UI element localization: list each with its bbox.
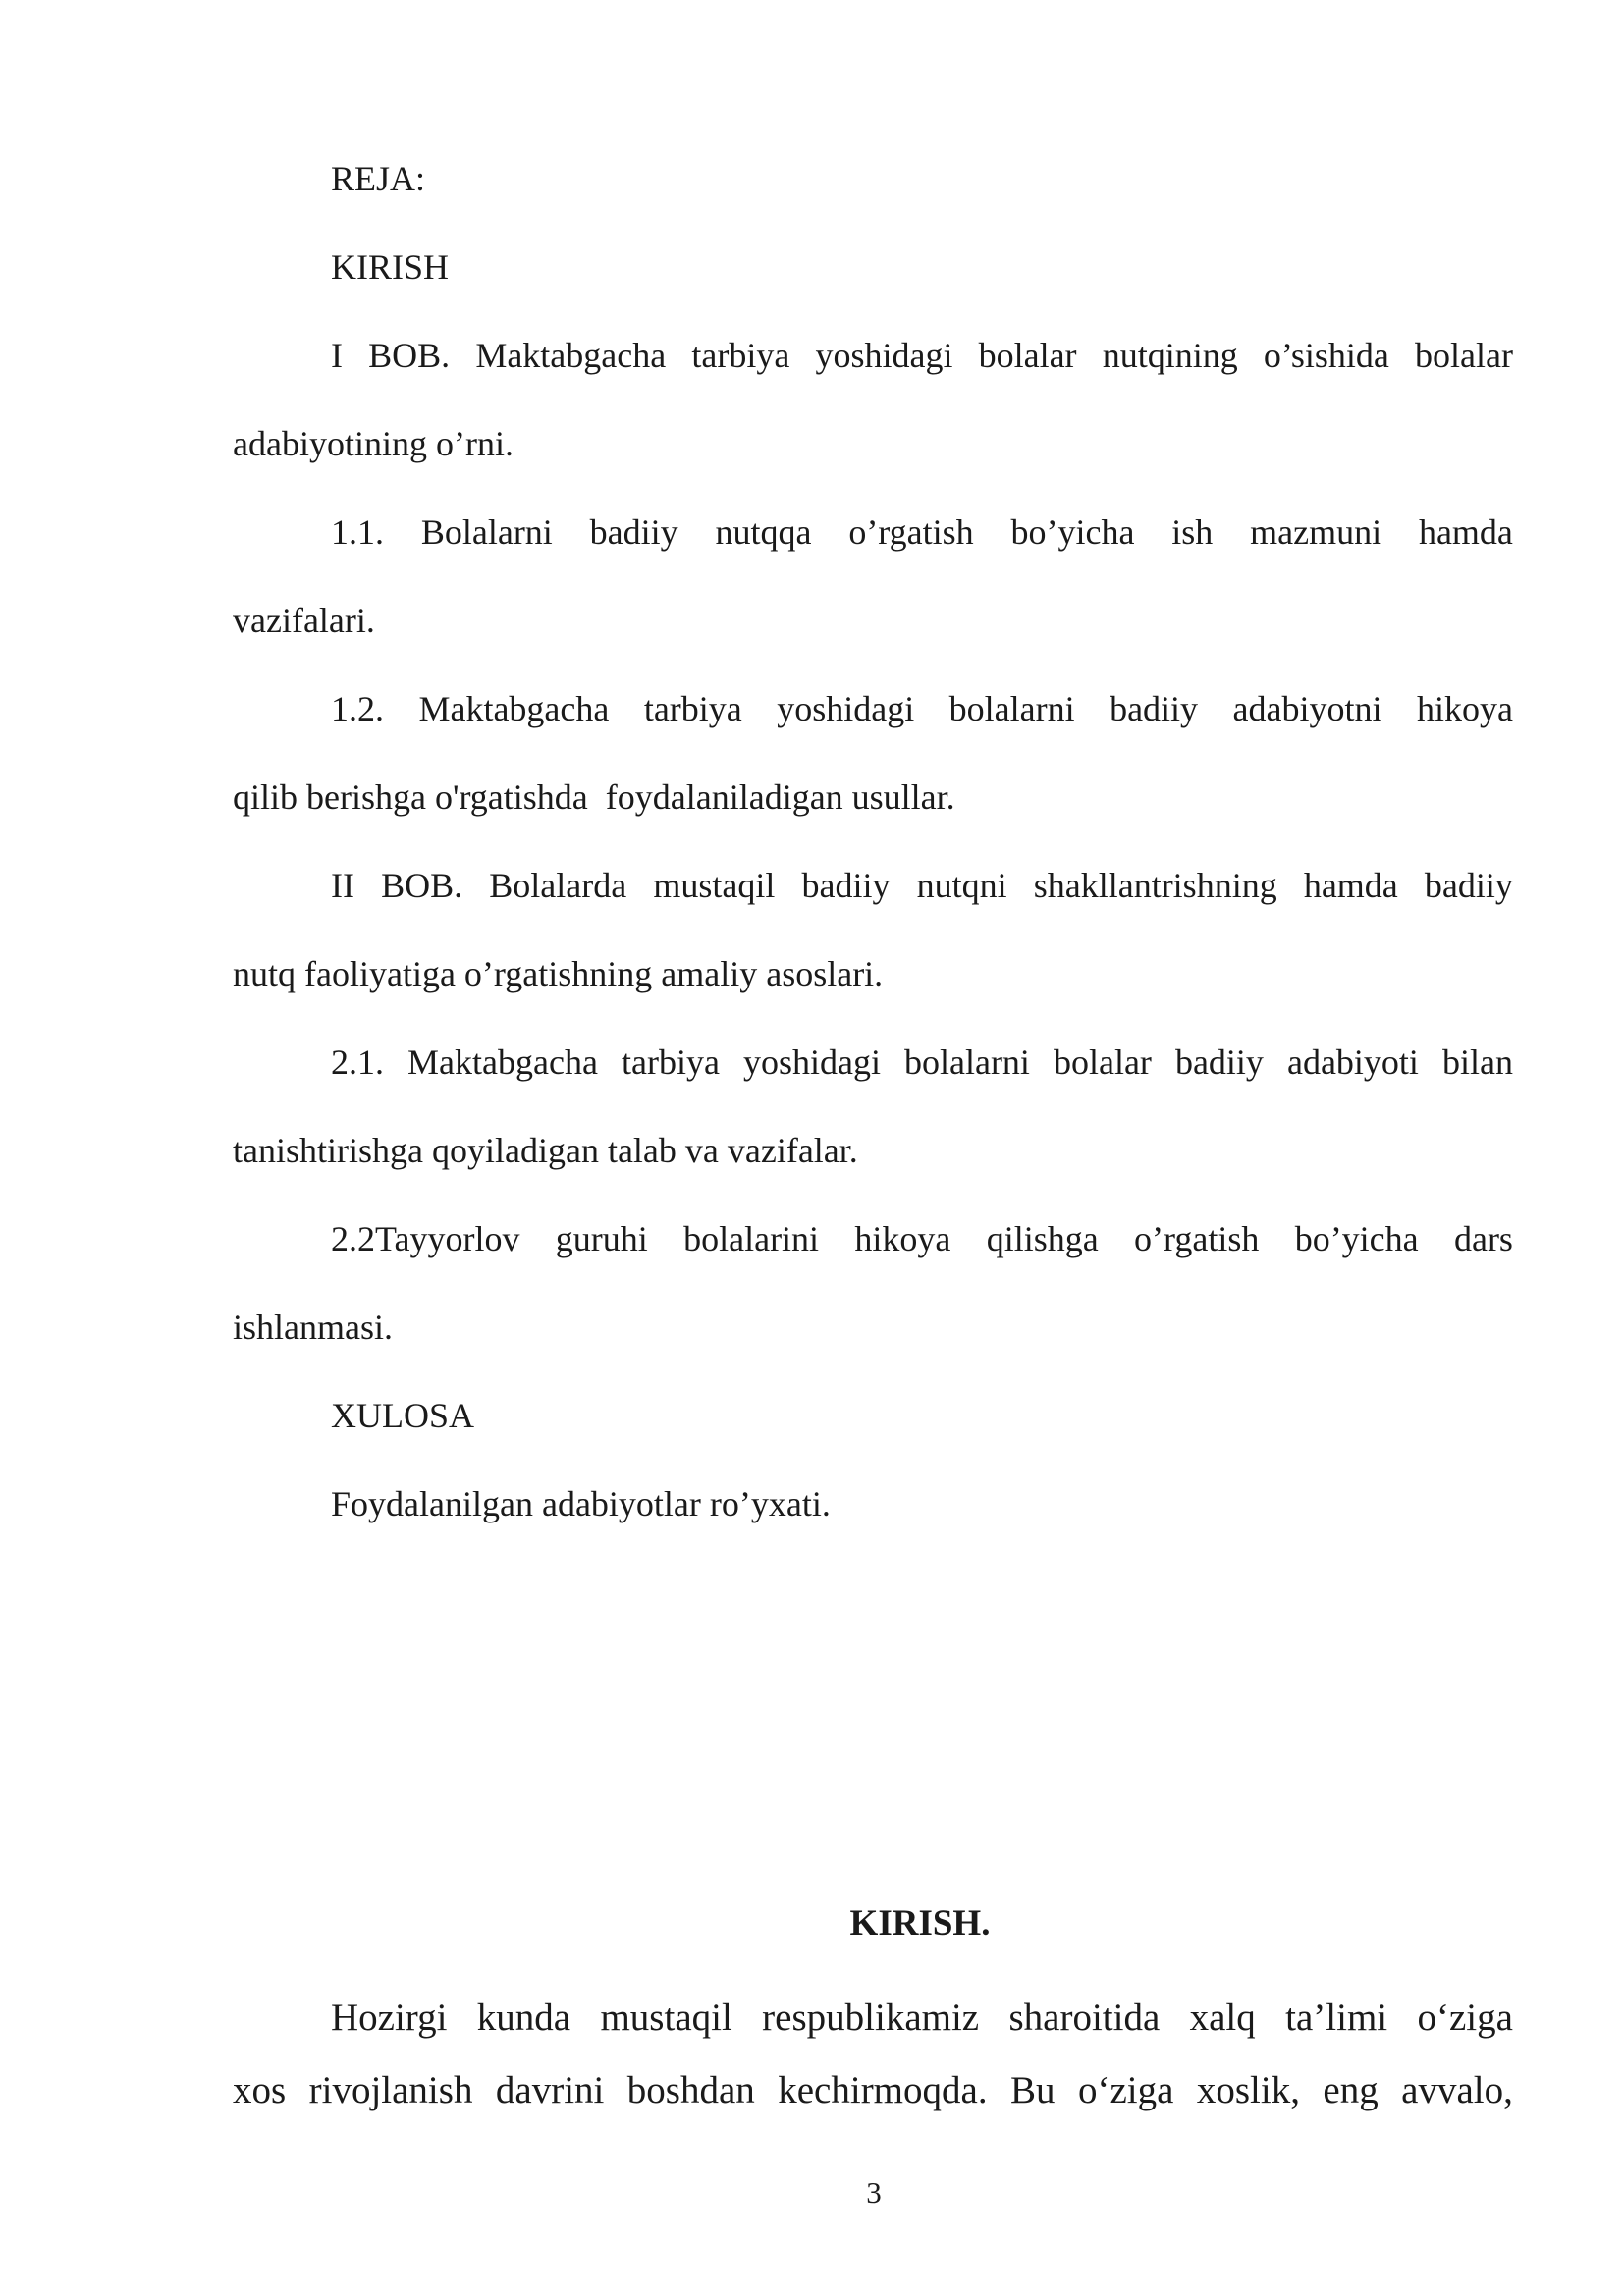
word: Bolalarni (420, 512, 553, 552)
word: Hozirgi (331, 1997, 448, 2039)
word: ta’limi (1285, 1997, 1388, 2039)
plan-section-1-2-line-1 (331, 691, 1513, 726)
word: adabiyoti (1286, 1042, 1419, 1082)
word: nutqni (916, 866, 1007, 905)
word: BOB. (368, 336, 451, 375)
word: xoslik, (1196, 2069, 1300, 2111)
word: yoshidagi (742, 1042, 881, 1082)
word: o’rgatish (1134, 1219, 1260, 1258)
word: bolalar (1053, 1042, 1152, 1082)
word: kunda (476, 1997, 571, 2039)
word: yoshidagi (777, 689, 915, 728)
word: davrini (495, 2069, 605, 2111)
word: bilan (1441, 1042, 1513, 1082)
word: bolalarni (948, 689, 1075, 728)
word: hikoya (854, 1219, 951, 1258)
word: dars (1453, 1219, 1513, 1258)
word: badiiy (1174, 1042, 1264, 1082)
word: bolalarini (683, 1219, 820, 1258)
word: adabiyotni (1232, 689, 1382, 728)
word: guruhi (555, 1219, 648, 1258)
word: bo’yicha (1294, 1219, 1419, 1258)
plan-title: REJA: (331, 159, 426, 198)
word: shakllantrishning (1033, 866, 1277, 905)
intro-paragraph-line-2 (233, 2071, 1513, 2109)
plan-item-intro: KIRISH (331, 247, 450, 287)
word: Maktabgacha (407, 1042, 598, 1082)
plan-section-1-1-line-1 (331, 514, 1513, 550)
word: mazmuni (1250, 512, 1382, 552)
plan-section-1-2-line-2: qilib berishga o'rgatishda foydalaniladigan usullar. (233, 777, 955, 817)
word: 2.1. (331, 1042, 384, 1082)
word: bolalar (978, 336, 1077, 375)
word: avvalo, (1401, 2069, 1513, 2111)
word: mustaqil (600, 1997, 732, 2039)
plan-chapter-2-line-2: nutq faoliyatiga o’rgatishning amaliy asoslari. (233, 954, 884, 993)
word: Maktabgacha (475, 336, 667, 375)
word: nutqining (1102, 336, 1238, 375)
word: sharoitida (1008, 1997, 1161, 2039)
word: qilishga (986, 1219, 1099, 1258)
word: respublikamiz (762, 1997, 980, 2039)
word: rivojlanish (308, 2069, 473, 2111)
word: kechirmoqda. (778, 2069, 988, 2111)
word: o‘ziga (1077, 2069, 1174, 2111)
word: badiiy (801, 866, 891, 905)
plan-section-1-1-line-2: vazifalari. (233, 601, 375, 640)
word: xos (233, 2069, 287, 2111)
word: tarbiya (691, 336, 790, 375)
plan-chapter-1-line-2: adabiyotining o’rni. (233, 424, 514, 463)
word: tarbiya (643, 689, 742, 728)
word: eng (1323, 2069, 1379, 2111)
word: yoshidagi (815, 336, 953, 375)
plan-section-2-2-line-1 (331, 1221, 1513, 1256)
word: o‘ziga (1417, 1997, 1513, 2039)
plan-section-2-2-line-2: ishlanmasi. (233, 1308, 393, 1347)
page-number: 3 (866, 2175, 882, 2210)
word: tarbiya (621, 1042, 720, 1082)
plan-section-2-1-line-1 (331, 1044, 1513, 1080)
plan-section-2-1-line-2: tanishtirishga qoyiladigan talab va vazifalar. (233, 1131, 858, 1170)
word: boshdan (626, 2069, 755, 2111)
word: II (331, 866, 354, 905)
intro-heading: KIRISH. (849, 1903, 991, 1944)
word: bo’yicha (1010, 512, 1135, 552)
word: xalq (1189, 1997, 1256, 2039)
word: bolalar (1415, 336, 1513, 375)
word: Bolalarda (489, 866, 627, 905)
word: Maktabgacha (418, 689, 610, 728)
word: hamda (1418, 512, 1513, 552)
word: hikoya (1416, 689, 1513, 728)
word: 2.2Tayyorlov (331, 1219, 520, 1258)
word: BOB. (381, 866, 463, 905)
word: Bu (1010, 2069, 1056, 2111)
word: nutqqa (715, 512, 812, 552)
word: badiiy (1424, 866, 1513, 905)
word: mustaqil (653, 866, 776, 905)
plan-chapter-1-line-1 (331, 338, 1513, 373)
word: o’sishida (1263, 336, 1389, 375)
word: 1.1. (331, 512, 384, 552)
word: badiiy (589, 512, 678, 552)
word: hamda (1303, 866, 1398, 905)
plan-item-conclusion: XULOSA (331, 1396, 475, 1435)
word: badiiy (1110, 689, 1199, 728)
word: I (331, 336, 343, 375)
word: ish (1171, 512, 1214, 552)
intro-paragraph-line-1 (331, 1999, 1513, 2037)
word: 1.2. (331, 689, 384, 728)
word: o’rgatish (848, 512, 974, 552)
plan-item-references: Foydalanilgan adabiyotlar ro’yxati. (331, 1484, 831, 1523)
word: bolalarni (903, 1042, 1030, 1082)
plan-chapter-2-line-1 (331, 868, 1513, 903)
